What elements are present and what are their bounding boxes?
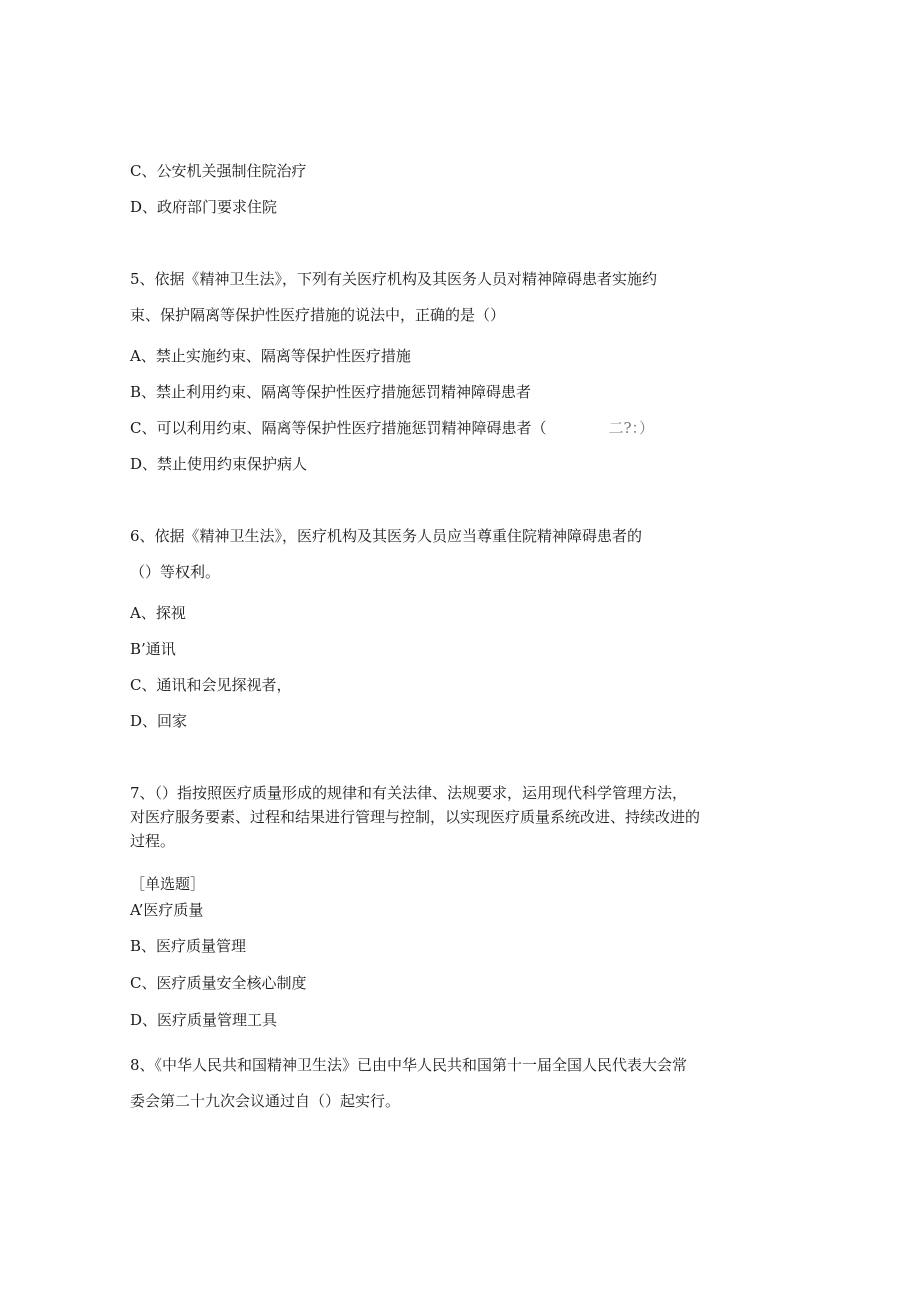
q5-option-c-tail: 二?：） [608, 419, 655, 437]
q5-stem-line1: 5、依据《精神卫生法》，下列有关医疗机构及其医务人员对精神障碍患者实施约 [130, 270, 658, 288]
q6-option-a: A、探视 [130, 604, 186, 622]
q8-stem-line1: 8、《中华人民共和国精神卫生法》已由中华人民共和国第十一届全国人民代表大会常 [130, 1056, 688, 1074]
q7-question-type: ［单选题］ [130, 875, 206, 893]
q5-option-b: B、禁止利用约束、隔离等保护性医疗措施惩罚精神障碍患者 [130, 383, 532, 401]
q7-stem-line2: 对医疗服务要素、过程和结果进行管理与控制，以实现医疗质量系统改进、持续改进的 [130, 808, 701, 826]
q4-option-c: C、公安机关强制住院治疗 [130, 162, 307, 180]
q8-stem-line2: 委会第二十九次会议通过自（）起实行。 [130, 1092, 401, 1110]
q6-stem-line2: （）等权利。 [130, 563, 221, 581]
q7-option-c: C、医疗质量安全核心制度 [130, 974, 307, 992]
q6-option-b: B’通讯 [130, 640, 176, 658]
q7-option-a: A’医疗质量 [130, 901, 204, 919]
q7-option-b: B、医疗质量管理 [130, 937, 247, 955]
q5-option-c [130, 418, 654, 438]
q7-stem-line1: 7、（）指按照医疗质量形成的规律和有关法律、法规要求，运用现代科学管理方法， [130, 784, 688, 802]
q6-option-c: C、通讯和会见探视者， [130, 676, 292, 694]
q5-stem-line2: 束、保护隔离等保护性医疗措施的说法中，正确的是（） [130, 306, 506, 324]
q5-option-d: D、禁止使用约束保护病人 [130, 455, 308, 473]
q7-option-d: D、医疗质量管理工具 [130, 1011, 278, 1029]
q4-option-d: D、政府部门要求住院 [130, 198, 278, 216]
q7-stem-line3: 过程。 [130, 832, 176, 850]
q6-option-d: D、回家 [130, 712, 188, 730]
q5-option-c-text: C、可以利用约束、隔离等保护性医疗措施惩罚精神障碍患者（ [130, 419, 547, 437]
q6-stem-line1: 6、依据《精神卫生法》，医疗机构及其医务人员应当尊重住院精神障碍患者的 [130, 527, 643, 545]
q5-option-a: A、禁止实施约束、隔离等保护性医疗措施 [130, 347, 411, 365]
